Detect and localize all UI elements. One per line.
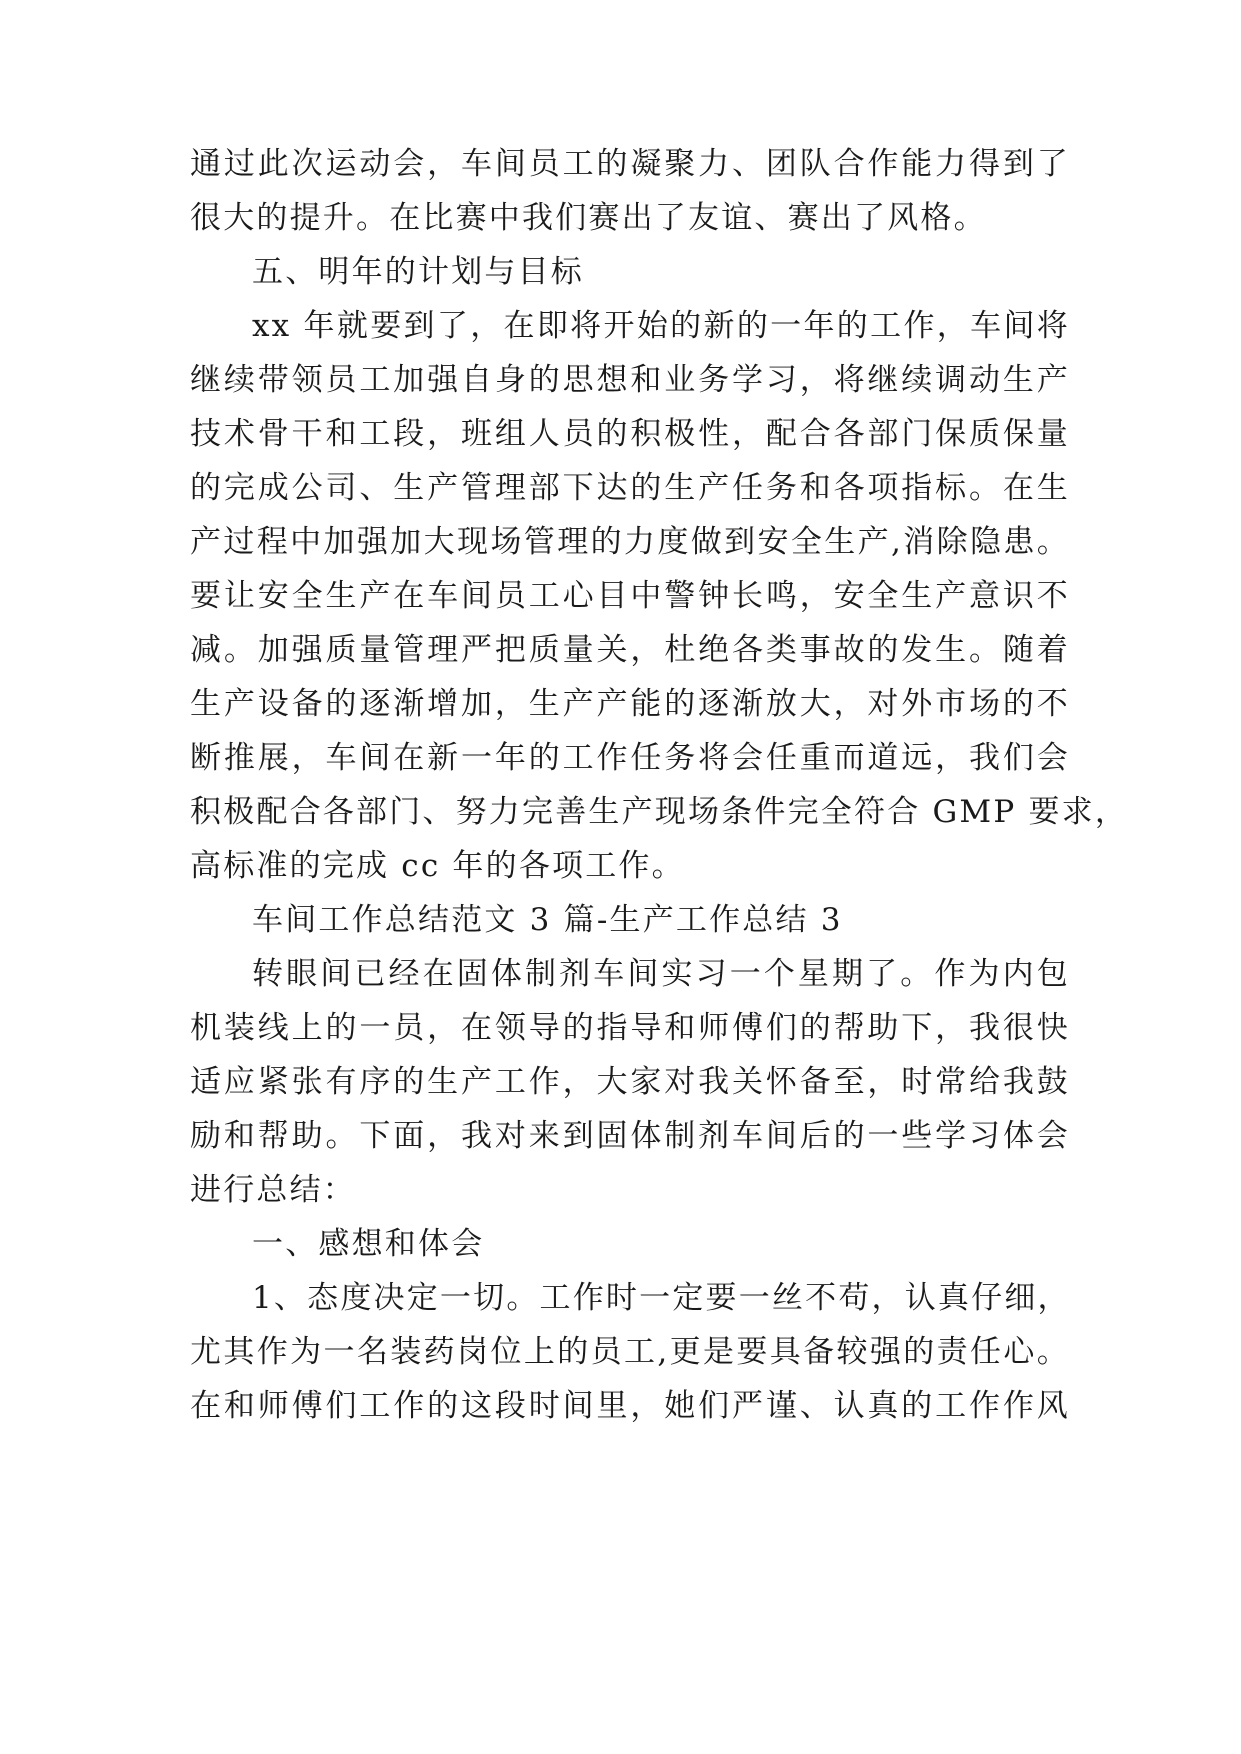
paragraph-line: 适应紧张有序的生产工作，大家对我关怀备至，时常给我鼓 [190, 1064, 1070, 1100]
paragraph-line: 断推展，车间在新一年的工作任务将会任重而道远，我们会 [190, 740, 1070, 776]
paragraph-line: 的完成公司、生产管理部下达的生产任务和各项指标。在生 [190, 470, 1070, 506]
paragraph-line: 技术骨干和工段，班组人员的积极性，配合各部门保质保量 [190, 416, 1070, 452]
paragraph-line: 转眼间已经在固体制剂车间实习一个星期了。作为内包 [252, 956, 1070, 992]
section-heading: 五、明年的计划与目标 [252, 254, 584, 290]
paragraph-line: 机装线上的一员，在领导的指导和师傅们的帮助下，我很快 [190, 1010, 1070, 1046]
paragraph-line: xx 年就要到了，在即将开始的新的一年的工作，车间将 [252, 308, 1070, 344]
paragraph-line: 要让安全生产在车间员工心目中警钟长鸣，安全生产意识不 [190, 578, 1070, 614]
paragraph-line: 产过程中加强加大现场管理的力度做到安全生产,消除隐患。 [190, 524, 1070, 560]
paragraph-line: 1、态度决定一切。工作时一定要一丝不苟，认真仔细， [252, 1280, 1071, 1316]
article-title: 车间工作总结范文 3 篇-生产工作总结 3 [252, 902, 843, 938]
section-heading: 一、感想和体会 [252, 1226, 485, 1262]
paragraph-line: 励和帮助。下面，我对来到固体制剂车间后的一些学习体会 [190, 1118, 1070, 1154]
paragraph-line: 进行总结： [190, 1172, 356, 1208]
paragraph-line: 生产设备的逐渐增加，生产产能的逐渐放大，对外市场的不 [190, 686, 1070, 722]
paragraph-line: 通过此次运动会，车间员工的凝聚力、团队合作能力得到了 [190, 146, 1070, 182]
paragraph-line: 在和师傅们工作的这段时间里，她们严谨、认真的工作作风 [190, 1388, 1070, 1424]
paragraph-line: 高标准的完成 cc 年的各项工作。 [190, 848, 685, 884]
paragraph-line: 继续带领员工加强自身的思想和业务学习，将继续调动生产 [190, 362, 1070, 398]
paragraph-line: 尤其作为一名装药岗位上的员工,更是要具备较强的责任心。 [190, 1334, 1070, 1370]
paragraph-line: 积极配合各部门、努力完善生产现场条件完全符合 GMP 要求， [190, 794, 1129, 830]
paragraph-line: 减。加强质量管理严把质量关，杜绝各类事故的发生。随着 [190, 632, 1070, 668]
paragraph-line: 很大的提升。在比赛中我们赛出了友谊、赛出了风格。 [190, 200, 987, 236]
